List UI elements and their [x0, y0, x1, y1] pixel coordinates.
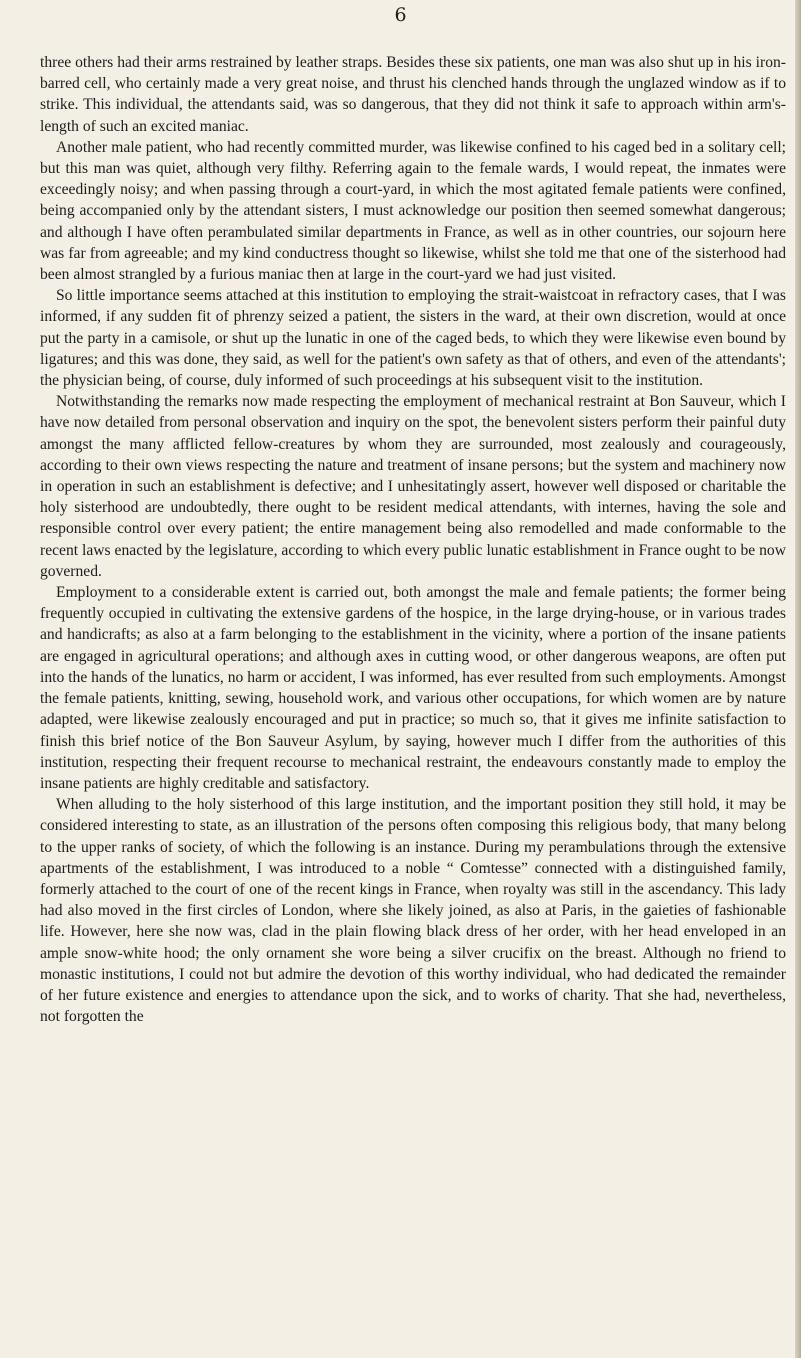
paragraph-male-murderer: Another male patient, who had recently committed murder, was likewise confined to his caged bed in a solitary cell; but this man was quiet, although very filthy. Referring again to the female wards, I would repeat, the inmates were exceedingly noisy; and when passing through a court-yard, in which the most agitated female patients were confined, being accompanied only by the attendant sisters, I must acknowledge our position then seemed somewhat dangerous; and although I have often perambulated similar departments in France, as well as in other countries, our sojourn here was far from agreeable; and my kind conductress thought so likewise, whilst she told me that one of the sisterhood had been almost strangled by a furious maniac then at large in the court-yard we had just visited. [40, 138, 786, 284]
paragraph-employment: Employment to a considerable extent is carried out, both amongst the male and female patients; the former being frequently occupied in cultivating the extensive gardens of the hospice, in the large drying-house, or in various trades and handicrafts; as also at a farm belonging to the establishment in the vicinity, where a portion of the insane patients are engaged in agricultural operations; and although axes in cutting wood, or other dangerous weapons, are often put into the hands of the lunatics, no harm or accident, I was informed, has ever resulted from such employments. Amongst the female patients, knitting, sewing, household work, and various other occupations, for which women are by nature adapted, were likewise zealously encouraged and put in practice; so much so, that it gives me infinite satisfaction to finish this brief notice of the Bon Sauveur Asylum, by saying, however much I differ from the authorities of this institution, respecting their frequent recourse to mechanical restraint, the endeavours constantly made to employ the insane patients are highly creditable and satisfactory. [40, 584, 786, 792]
paragraph-sisterhood: When alluding to the holy sisterhood of this large institution, and the important position they still hold, it may be considered interesting to state, as an illustration of the persons often composing this religious body, that many belong to the upper ranks of society, of which the following is an instance. During my perambulations through the extensive apartments of the establishment, I was introduced to a noble “ Comtesse” connected with a distinguished family, formerly attached to the court of one of the recent kings in France, when royalty was still in the ascendancy. This lady had also moved in the first circles of London, where she likely joined, as also at Paris, in the gaieties of fashionable life. However, here she now was, clad in the plain flowing black dress of her order, with her head enveloped in an ample snow-white hood; the only ornament she wore being a silver crucifix on the breast. Although no friend to monastic institutions, I could not but admire the devotion of this worthy individual, who had dedicated the remainder of her future existence and energies to attendance upon the sick, and to works of charity. That she had, nevertheless, not forgotten the [40, 796, 786, 1026]
paragraph-restrained-patients: three others had their arms restrained by leather straps. Besides these six patients, one man was also shut up in his iron-barred cell, who certainly made a very great noise, and thrust his clenched hands through the unglazed window as if to strike. This individual, the attendants said, was so dangerous, that they did not think it safe to approach within arm's-length of such an excited maniac. [40, 54, 786, 135]
page-edge-shadow [795, 0, 801, 1358]
paragraph-mechanical-restraint: Notwithstanding the remarks now made respecting the employment of mechanical restraint at Bon Sauveur, which I have now detailed from personal observation and inquiry on the spot, the benevolent sisters perform their painful duty amongst the many afflicted fellow-creatures by whom they are surrounded, most zealously and courageously, according to their own views respecting the nature and treatment of insane persons; but the system and machinery now in operation in such an establishment is defective; and I unhesitatingly assert, however well disposed or charitable the holy sisterhood are undoubtedly, there ought to be resident medical attendants, with internes, having the sole and responsible control over every patient; the entire management being also remodelled and made conformable to the recent laws enacted by the legislature, according to which every public lunatic establishment in France ought to be now governed. [40, 393, 786, 580]
page-number: 6 [394, 4, 407, 26]
paragraph-strait-waistcoat: So little importance seems attached at this institution to employing the strait-waistcoat in refractory cases, that I was informed, if any sudden fit of phrenzy seized a patient, the sisters in the ward, at their own discretion, would at once put the party in a camisole, or shut up the lunatic in one of the caged beds, to which they were likewise even bound by ligatures; and this was done, they said, as well for the patient's own safety as that of others, and even of the attendants'; the physician being, of course, duly informed of such proceedings at his subsequent visit to the institution. [40, 287, 786, 390]
body-text [40, 52, 786, 1027]
